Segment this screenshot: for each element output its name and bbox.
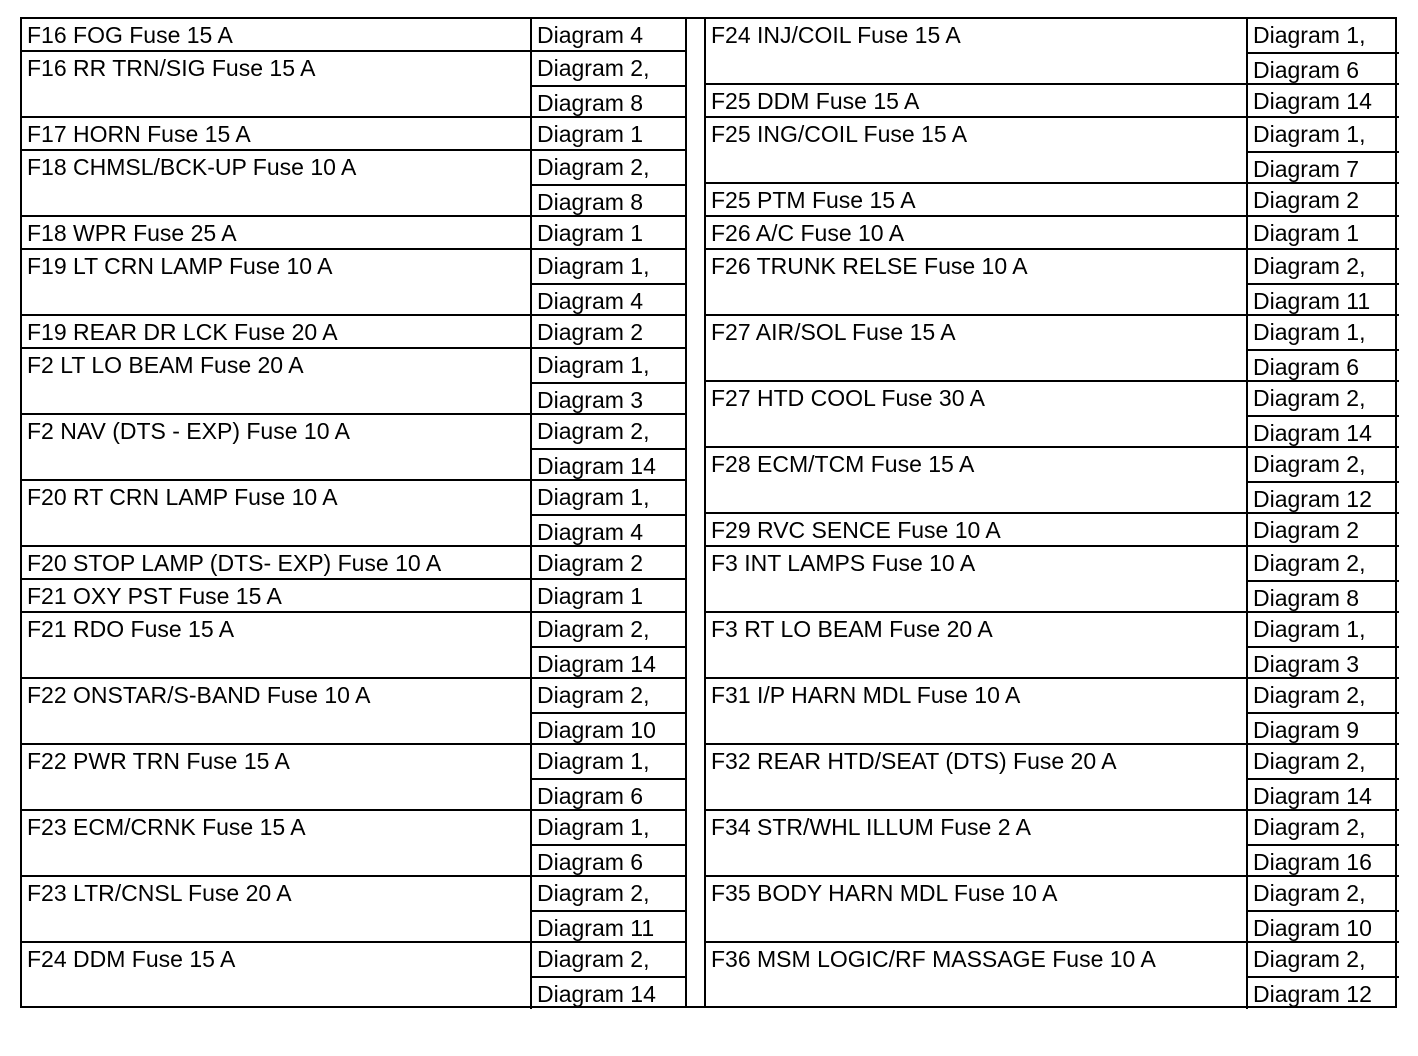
diagram-refs xyxy=(530,481,685,545)
fuse-name: F25 ING/COIL Fuse 15 A xyxy=(711,121,968,147)
fuse-entry xyxy=(22,415,685,481)
diagram-refs xyxy=(1246,745,1399,809)
fuse-entry xyxy=(22,19,685,52)
fuse-name: F16 FOG Fuse 15 A xyxy=(27,22,233,48)
diagram-ref: Diagram 10 xyxy=(1248,910,1399,943)
diagram-refs xyxy=(530,250,685,314)
diagram-refs xyxy=(1246,250,1399,314)
diagram-refs xyxy=(530,349,685,413)
fuse-entry xyxy=(706,85,1399,118)
diagram-ref: Diagram 1, xyxy=(537,253,650,279)
fuse-entry xyxy=(706,118,1399,184)
fuse-name: F29 RVC SENCE Fuse 10 A xyxy=(711,517,1001,543)
diagram-refs xyxy=(530,217,685,248)
diagram-ref: Diagram 2, xyxy=(537,946,650,972)
diagram-ref: Diagram 2, xyxy=(1253,550,1366,576)
diagram-ref: Diagram 2, xyxy=(537,154,650,180)
diagram-ref: Diagram 2 xyxy=(1253,517,1360,543)
diagram-ref: Diagram 1, xyxy=(537,748,650,774)
fuse-entry xyxy=(706,316,1399,382)
fuse-entry xyxy=(22,679,685,745)
fuse-name: F27 AIR/SOL Fuse 15 A xyxy=(711,319,956,345)
diagram-ref: Diagram 6 xyxy=(1248,52,1399,85)
diagram-ref: Diagram 12 xyxy=(1248,976,1399,1009)
diagram-refs xyxy=(530,151,685,215)
diagram-ref: Diagram 1 xyxy=(1253,220,1360,246)
fuse-diagram-table xyxy=(20,17,1397,1008)
fuse-name: F32 REAR HTD/SEAT (DTS) Fuse 20 A xyxy=(711,748,1117,774)
diagram-refs xyxy=(530,613,685,677)
fuse-entry xyxy=(22,547,685,580)
fuse-name: F3 INT LAMPS Fuse 10 A xyxy=(711,550,976,576)
fuse-entry xyxy=(22,877,685,943)
diagram-refs xyxy=(1246,118,1399,182)
diagram-ref: Diagram 10 xyxy=(532,712,685,745)
fuse-name: F22 PWR TRN Fuse 15 A xyxy=(27,748,290,774)
diagram-ref: Diagram 2, xyxy=(537,55,650,81)
diagram-ref: Diagram 3 xyxy=(532,382,685,415)
diagram-ref: Diagram 1, xyxy=(537,484,650,510)
diagram-ref: Diagram 8 xyxy=(532,85,685,118)
diagram-ref: Diagram 14 xyxy=(1253,88,1372,114)
diagram-ref: Diagram 16 xyxy=(1248,844,1399,877)
fuse-name: F16 RR TRN/SIG Fuse 15 A xyxy=(27,55,316,81)
fuse-entry xyxy=(706,811,1399,877)
diagram-ref: Diagram 2, xyxy=(537,880,650,906)
fuse-entry xyxy=(706,19,1399,85)
diagram-ref: Diagram 14 xyxy=(532,646,685,679)
diagram-refs xyxy=(1246,679,1399,743)
fuse-entry xyxy=(706,217,1399,250)
diagram-ref: Diagram 1, xyxy=(537,352,650,378)
fuse-entry xyxy=(22,943,685,1009)
fuse-entry xyxy=(22,316,685,349)
fuse-entry xyxy=(22,580,685,613)
diagram-refs xyxy=(1246,448,1399,512)
diagram-ref: Diagram 14 xyxy=(532,448,685,481)
diagram-refs xyxy=(530,745,685,809)
fuse-name: F31 I/P HARN MDL Fuse 10 A xyxy=(711,682,1021,708)
fuse-entry xyxy=(22,745,685,811)
diagram-ref: Diagram 2, xyxy=(537,418,650,444)
diagram-ref: Diagram 2 xyxy=(1253,187,1360,213)
fuse-name: F2 LT LO BEAM Fuse 20 A xyxy=(27,352,304,378)
fuse-name: F18 WPR Fuse 25 A xyxy=(27,220,237,246)
diagram-ref: Diagram 6 xyxy=(532,844,685,877)
diagram-ref: Diagram 4 xyxy=(532,514,685,547)
fuse-name: F22 ONSTAR/S-BAND Fuse 10 A xyxy=(27,682,371,708)
diagram-ref: Diagram 2, xyxy=(1253,451,1366,477)
fuse-name: F25 DDM Fuse 15 A xyxy=(711,88,920,114)
diagram-refs xyxy=(530,580,685,611)
diagram-refs xyxy=(1246,877,1399,941)
diagram-ref: Diagram 1 xyxy=(537,220,644,246)
left-column xyxy=(22,19,685,1006)
diagram-ref: Diagram 7 xyxy=(1248,151,1399,184)
diagram-ref: Diagram 6 xyxy=(1248,349,1399,382)
fuse-name: F24 INJ/COIL Fuse 15 A xyxy=(711,22,961,48)
fuse-name: F3 RT LO BEAM Fuse 20 A xyxy=(711,616,993,642)
diagram-ref: Diagram 14 xyxy=(1248,778,1399,811)
diagram-refs xyxy=(1246,184,1399,215)
diagram-ref: Diagram 2, xyxy=(1253,814,1366,840)
diagram-ref: Diagram 8 xyxy=(1248,580,1399,613)
diagram-ref: Diagram 2, xyxy=(537,682,650,708)
diagram-refs xyxy=(1246,943,1399,1009)
diagram-ref: Diagram 12 xyxy=(1248,481,1399,514)
diagram-ref: Diagram 1, xyxy=(1253,121,1366,147)
fuse-entry xyxy=(706,448,1399,514)
diagram-refs xyxy=(530,877,685,941)
fuse-name: F19 REAR DR LCK Fuse 20 A xyxy=(27,319,338,345)
diagram-refs xyxy=(530,943,685,1009)
diagram-refs xyxy=(1246,547,1399,611)
diagram-ref: Diagram 1, xyxy=(1253,616,1366,642)
fuse-name: F34 STR/WHL ILLUM Fuse 2 A xyxy=(711,814,1031,840)
fuse-name: F28 ECM/TCM Fuse 15 A xyxy=(711,451,975,477)
fuse-name: F24 DDM Fuse 15 A xyxy=(27,946,236,972)
fuse-entry xyxy=(706,184,1399,217)
fuse-entry xyxy=(706,250,1399,316)
fuse-name: F20 STOP LAMP (DTS- EXP) Fuse 10 A xyxy=(27,550,442,576)
fuse-entry xyxy=(706,514,1399,547)
fuse-name: F26 TRUNK RELSE Fuse 10 A xyxy=(711,253,1028,279)
diagram-ref: Diagram 2, xyxy=(1253,946,1366,972)
fuse-entry xyxy=(22,52,685,118)
diagram-refs xyxy=(1246,217,1399,248)
diagram-ref: Diagram 2, xyxy=(1253,748,1366,774)
fuse-name: F20 RT CRN LAMP Fuse 10 A xyxy=(27,484,338,510)
fuse-entry xyxy=(22,613,685,679)
diagram-ref: Diagram 11 xyxy=(1248,283,1399,316)
diagram-refs xyxy=(530,118,685,149)
diagram-refs xyxy=(530,52,685,116)
diagram-refs xyxy=(530,19,685,50)
diagram-ref: Diagram 6 xyxy=(532,778,685,811)
diagram-ref: Diagram 2, xyxy=(1253,253,1366,279)
diagram-ref: Diagram 4 xyxy=(532,283,685,316)
diagram-ref: Diagram 3 xyxy=(1248,646,1399,679)
right-column xyxy=(704,19,1399,1006)
fuse-name: F23 LTR/CNSL Fuse 20 A xyxy=(27,880,292,906)
diagram-ref: Diagram 2, xyxy=(1253,880,1366,906)
fuse-entry xyxy=(706,679,1399,745)
diagram-ref: Diagram 1 xyxy=(537,121,644,147)
fuse-entry xyxy=(22,250,685,316)
fuse-name: F36 MSM LOGIC/RF MASSAGE Fuse 10 A xyxy=(711,946,1156,972)
fuse-name: F17 HORN Fuse 15 A xyxy=(27,121,251,147)
diagram-refs xyxy=(530,415,685,479)
fuse-entry xyxy=(706,382,1399,448)
diagram-ref: Diagram 14 xyxy=(1248,415,1399,448)
diagram-ref: Diagram 4 xyxy=(537,22,644,48)
fuse-name: F35 BODY HARN MDL Fuse 10 A xyxy=(711,880,1058,906)
fuse-name: F26 A/C Fuse 10 A xyxy=(711,220,905,246)
diagram-ref: Diagram 14 xyxy=(532,976,685,1009)
diagram-ref: Diagram 2 xyxy=(537,550,644,576)
diagram-ref: Diagram 8 xyxy=(532,184,685,217)
diagram-refs xyxy=(530,547,685,578)
fuse-name: F19 LT CRN LAMP Fuse 10 A xyxy=(27,253,333,279)
fuse-entry xyxy=(22,811,685,877)
diagram-refs xyxy=(1246,316,1399,380)
fuse-name: F21 OXY PST Fuse 15 A xyxy=(27,583,282,609)
diagram-refs xyxy=(530,679,685,743)
fuse-entry xyxy=(706,943,1399,1009)
fuse-entry xyxy=(22,481,685,547)
fuse-name: F23 ECM/CRNK Fuse 15 A xyxy=(27,814,306,840)
diagram-ref: Diagram 1, xyxy=(1253,22,1366,48)
fuse-entry xyxy=(22,118,685,151)
fuse-entry xyxy=(706,745,1399,811)
fuse-name: F2 NAV (DTS - EXP) Fuse 10 A xyxy=(27,418,350,444)
diagram-refs xyxy=(1246,514,1399,545)
fuse-name: F21 RDO Fuse 15 A xyxy=(27,616,235,642)
diagram-ref: Diagram 1, xyxy=(1253,319,1366,345)
fuse-entry xyxy=(22,349,685,415)
diagram-refs xyxy=(1246,85,1399,116)
fuse-name: F25 PTM Fuse 15 A xyxy=(711,187,916,213)
diagram-refs xyxy=(1246,19,1399,83)
diagram-ref: Diagram 11 xyxy=(532,910,685,943)
fuse-entry xyxy=(706,877,1399,943)
fuse-name: F18 CHMSL/BCK-UP Fuse 10 A xyxy=(27,154,357,180)
fuse-entry xyxy=(706,547,1399,613)
diagram-ref: Diagram 9 xyxy=(1248,712,1399,745)
diagram-ref: Diagram 1, xyxy=(537,814,650,840)
diagram-ref: Diagram 2, xyxy=(537,616,650,642)
fuse-entry xyxy=(22,151,685,217)
diagram-refs xyxy=(1246,382,1399,446)
fuse-name: F27 HTD COOL Fuse 30 A xyxy=(711,385,985,411)
diagram-ref: Diagram 2 xyxy=(537,319,644,345)
diagram-ref: Diagram 1 xyxy=(537,583,644,609)
fuse-entry xyxy=(22,217,685,250)
diagram-refs xyxy=(530,316,685,347)
diagram-refs xyxy=(1246,811,1399,875)
fuse-entry xyxy=(706,613,1399,679)
column-divider xyxy=(685,19,687,1006)
diagram-ref: Diagram 2, xyxy=(1253,682,1366,708)
diagram-ref: Diagram 2, xyxy=(1253,385,1366,411)
diagram-refs xyxy=(530,811,685,875)
diagram-refs xyxy=(1246,613,1399,677)
